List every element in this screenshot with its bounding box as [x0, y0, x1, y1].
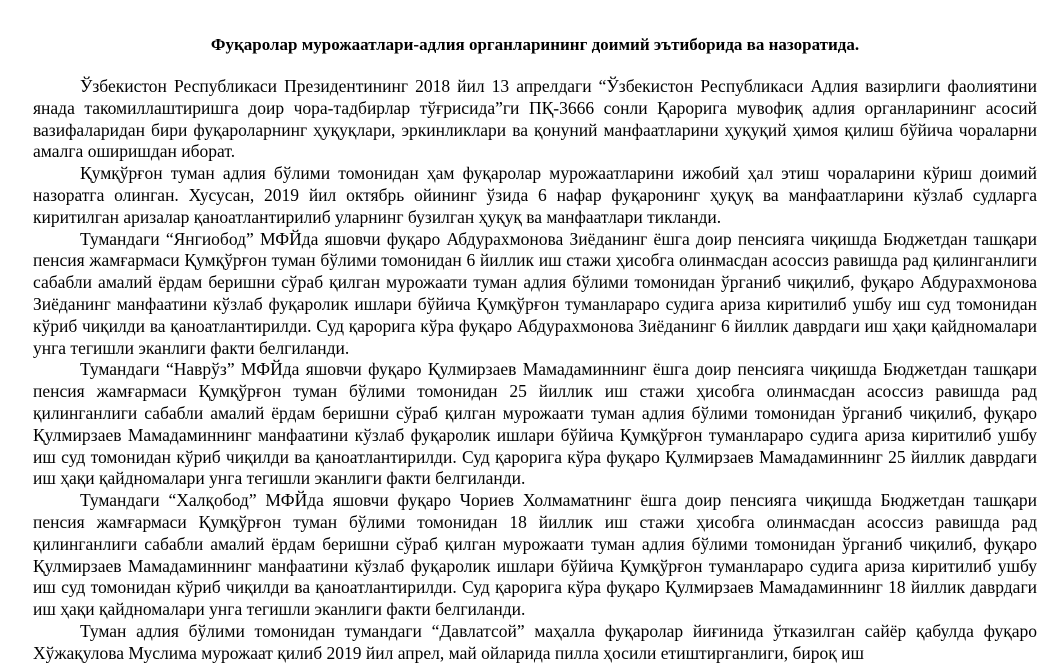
paragraph-intro: Ўзбекистон Республикаси Президентининг 2018 йил 13 апрелдаги “Ўзбекистон Республикаси Адлия вазирлиги фаолиятини янада такомиллаштиришга доир чора-тадбирлар тўғрисида”ги ПҚ-3666 сонли Қарорига мувофиқ адлия органларининг асосий вазифаларидан бири фуқароларнинг ҳуқуқлари, эркинликлари ва қонуний манфаатларини ҳуқуқий ҳимоя қилиш бўйича чораларни амалга оширишдан иборат. — [33, 76, 1037, 162]
paragraph-case-yangiobod: Тумандаги “Янгиобод” МФЙда яшовчи фуқаро Абдурахмонова Зиёданинг ёшга доир пенсияга чиқишда Бюджетдан ташқари пенсия жамғармаси Қумқўрғон туман бўлими томонидан 6 йиллик иш стажи ҳисобга олинмасдан асоссиз равишда рад қилинганлиги сабабли амалий ёрдам беришни сўраб қилган мурожаати туман адлия бўлими томонидан ўрганиб чиқилиб, фуқаро Абдурахмонова Зиёданинг манфаатини кўзлаб фуқаролик ишлари бўйича Қумқўрғон туманлараро судига ариза киритилиб ушбу иш суд томонидан кўриб чиқилди ва қаноатлантирилди. Суд қарорига кўра фуқаро Абдурахмонова Зиёданинг 6 йиллик даврдаги иш ҳақи қайдномалари унга тегишли эканлиги факти белгиланди. — [33, 228, 1037, 358]
paragraph-case-khalqobod: Тумандаги “Халқобод” МФЙда яшовчи фуқаро Чориев Холмаматнинг ёшга доир пенсияга чиқишда Бюджетдан ташқари пенсия жамғармаси Қумқўрғон туман бўлими томонидан 18 йиллик иш стажи ҳисобга олинмасдан асоссиз равишда рад қилинганлиги сабабли амалий ёрдам беришни сўраб қилган мурожаати туман адлия бўлими томонидан ўрганиб чиқилиб, фуқаро Қулмирзаев Мамадаминнинг манфаатини кўзлаб фуқаролик ишлари бўйича Қумқўрғон туманлараро судига ариза киритилиб ушбу иш суд томонидан кўриб чиқилди ва қаноатлантирилди. Суд қарорига кўра фуқаро Қулмирзаев Мамадаминнинг 18 йиллик даврдаги иш ҳақи қайдномалари унга тегишли эканлиги факти белгиланди. — [33, 490, 1037, 620]
paragraph-overview: Қумқўрғон туман адлия бўлими томонидан ҳам фуқаролар мурожаатларини ижобий ҳал этиш чораларини кўриш доимий назоратга олинган. Хусусан, 2019 йил октябрь ойининг ўзида 6 нафар фуқаронинг ҳуқуқ ва манфаатларини кўзлаб судларга киритилган аризалар қаноатлантирилиб уларнинг бузилган ҳуқуқ ва манфаатлари тикланди. — [33, 163, 1037, 227]
document-page — [33, 34, 1037, 665]
paragraph-case-navruz: Тумандаги “Наврўз” МФЙда яшовчи фуқаро Қулмирзаев Мамадаминнинг ёшга доир пенсияга чиқишда Бюджетдан ташқари пенсия жамғармаси Қумқўрғон туман бўлими томонидан 25 йиллик иш стажи ҳисобга олинмасдан асоссиз равишда рад қилинганлиги сабабли амалий ёрдам беришни сўраб қилган мурожаати туман адлия бўлими томонидан ўрганиб чиқилиб, фуқаро Қулмирзаев Мамадаминнинг манфаатини кўзлаб фуқаролик ишлари бўйича Қумқўрғон туманлараро судига ариза киритилиб ушбу иш суд томонидан кўриб чиқилди ва қаноатлантирилди. Суд қарорига кўра фуқаро Қулмирзаев Мамадаминнинг 25 йиллик даврдаги иш ҳақи қайдномалари унга тегишли эканлиги факти белгиланди. — [33, 359, 1037, 489]
paragraph-case-davlatsoy: Туман адлия бўлими томонидан тумандаги “Давлатсой” маҳалла фуқаролар йиғинида ўтказилган сайёр қабулда фуқаро Хўжақулова Муслима мурожаат қилиб 2019 йил апрел, май ойларида пилла ҳосили етиштирганлиги, бироқ иш — [33, 620, 1037, 663]
document-title: Фуқаролар мурожаатлари-адлия органларининг доимий эътиборида ва назоратида. — [210, 35, 860, 54]
